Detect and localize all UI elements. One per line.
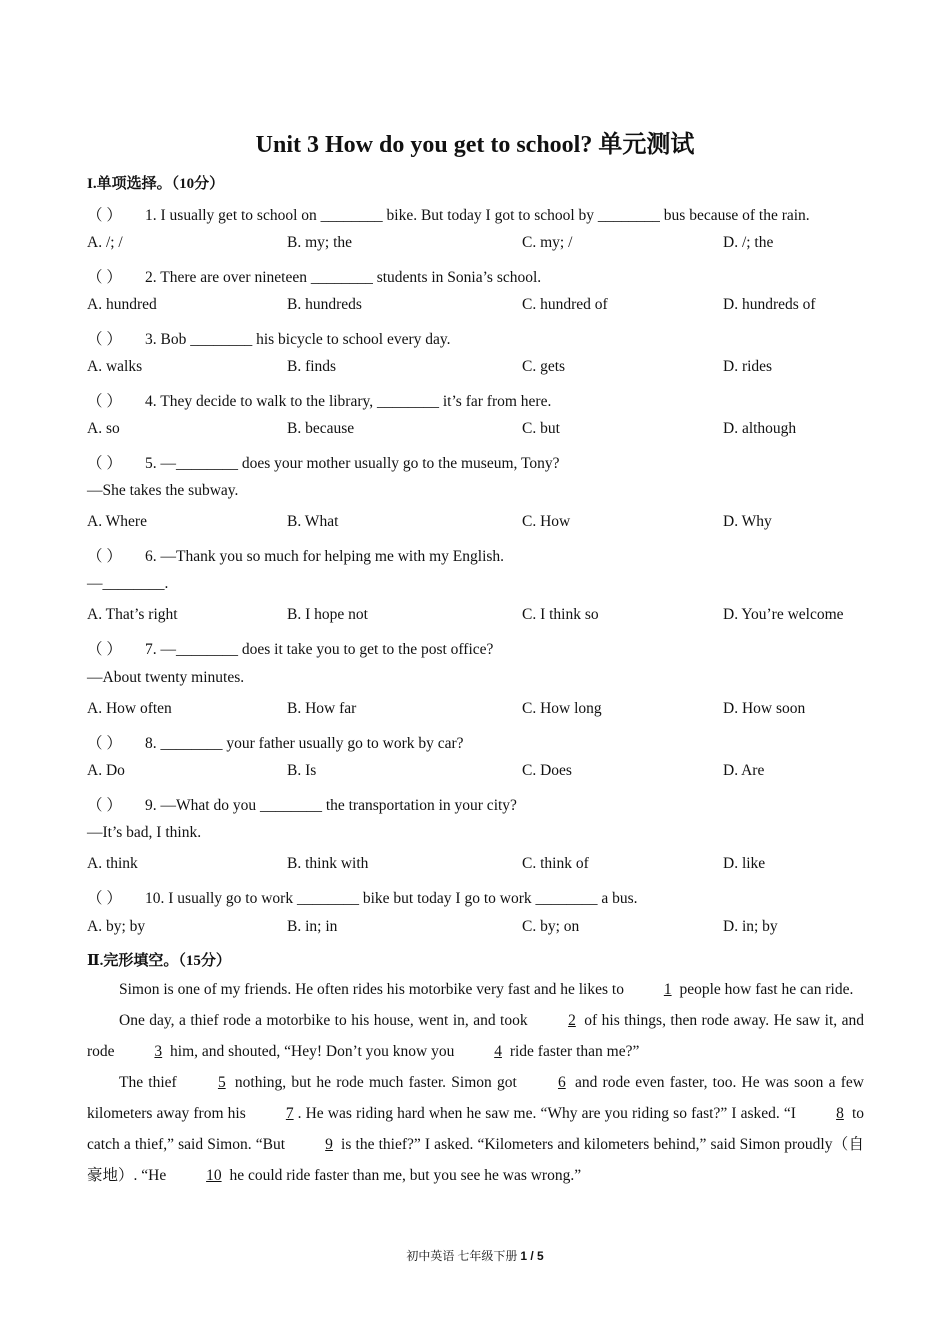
option-d: D. /; the	[723, 234, 774, 251]
options-4	[87, 420, 877, 442]
passage-text: The thief	[119, 1074, 182, 1091]
cloze-blank-2: 2	[568, 1012, 576, 1029]
passage-text: people how fast he can ride.	[675, 981, 854, 998]
options-8	[87, 762, 877, 784]
question-2	[87, 265, 541, 287]
section-2-heading: Ⅱ.完形填空。（15分）	[87, 953, 231, 969]
answer-paren: （ ）	[87, 331, 122, 348]
options-6	[87, 606, 877, 628]
option-b: B. Is	[287, 762, 317, 779]
cloze-blank-4: 4	[494, 1043, 502, 1060]
option-d: D. Are	[723, 762, 765, 779]
cloze-blank-7: 7	[285, 1105, 294, 1122]
cloze-passage	[87, 974, 864, 1191]
options-10	[87, 918, 877, 940]
option-c: C. How	[522, 513, 571, 530]
option-a: A. How often	[87, 700, 172, 717]
footer-course: 初中英语 七年级下册	[406, 1249, 521, 1263]
page-number: 1 / 5	[520, 1249, 544, 1263]
option-c: C. Does	[522, 762, 572, 779]
option-b: B. in; in	[287, 918, 338, 935]
option-b: B. I hope not	[287, 606, 368, 623]
cloze-blank-9: 9	[325, 1136, 333, 1153]
reply-5: —She takes the subway.	[87, 482, 239, 499]
cloze-blank-1: 1	[663, 981, 672, 998]
page-footer	[0, 1247, 950, 1264]
answer-paren: （ ）	[87, 548, 122, 565]
passage-text: he could ride faster than me, but you see he was wrong.”	[225, 1167, 582, 1184]
option-c: C. my; /	[522, 234, 573, 251]
option-a: A. so	[87, 420, 120, 437]
option-a: A. by; by	[87, 918, 146, 935]
option-a: A. Where	[87, 513, 147, 530]
question-7	[87, 637, 493, 659]
passage-text: is the thief?” I asked. “Kilometers and kilometers behind,” said Simon proudly（自豪地）. “He	[87, 1136, 864, 1184]
question-text: 10. I usually go to work ________ bike but today I go to work ________ a bus.	[145, 890, 638, 907]
option-b: B. because	[287, 420, 355, 437]
passage-text: him, and shouted, “Hey! Don’t you know you	[166, 1043, 459, 1060]
question-text: 6. —Thank you so much for helping me with my English.	[145, 548, 505, 565]
answer-paren: （ ）	[87, 735, 122, 752]
question-4	[87, 389, 551, 411]
option-b: B. my; the	[287, 234, 353, 251]
options-3	[87, 358, 877, 380]
option-b: B. What	[287, 513, 339, 530]
options-7	[87, 700, 877, 722]
cloze-paragraph-1	[87, 974, 864, 1005]
options-5	[87, 513, 877, 535]
reply-6: —________.	[87, 575, 169, 592]
passage-text: nothing, but he rode much faster. Simon got	[229, 1074, 522, 1091]
question-text: 9. —What do you ________ the transportation in your city?	[145, 797, 517, 814]
option-a: A. Do	[87, 762, 125, 779]
options-2	[87, 296, 877, 318]
answer-paren: （ ）	[87, 393, 122, 410]
question-8	[87, 731, 464, 753]
question-text: 2. There are over nineteen ________ students in Sonia’s school.	[145, 269, 542, 286]
reply-7: —About twenty minutes.	[87, 669, 245, 686]
option-c: C. think of	[522, 855, 589, 872]
question-text: 5. —________ does your mother usually go to the museum, Tony?	[145, 455, 560, 472]
option-b: B. finds	[287, 358, 337, 375]
option-c: C. but	[522, 420, 560, 437]
answer-paren: （ ）	[87, 455, 122, 472]
option-d: D. How soon	[723, 700, 806, 717]
answer-paren: （ ）	[87, 641, 122, 658]
option-b: B. How far	[287, 700, 357, 717]
option-c: C. gets	[522, 358, 566, 375]
reply-9: —It’s bad, I think.	[87, 824, 202, 841]
option-a: A. /; /	[87, 234, 123, 251]
options-9	[87, 855, 877, 877]
option-a: A. think	[87, 855, 138, 872]
options-1	[87, 234, 877, 256]
answer-paren: （ ）	[87, 797, 122, 814]
option-d: D. hundreds of	[723, 296, 816, 313]
question-text: 1. I usually get to school on ________ bike. But today I got to school by ________ bus because of the rain.	[145, 207, 810, 224]
answer-paren: （ ）	[87, 890, 122, 907]
option-c: C. by; on	[522, 918, 580, 935]
cloze-paragraph-3	[87, 1067, 864, 1191]
cloze-blank-10: 10	[206, 1167, 222, 1184]
passage-text: ride faster than me?”	[505, 1043, 640, 1060]
passage-text: . He was riding hard when he saw me. “Why are you riding so fast?” I asked. “I	[297, 1105, 801, 1122]
question-text: 4. They decide to walk to the library, ________ it’s far from here.	[145, 393, 552, 410]
option-c: C. hundred of	[522, 296, 608, 313]
option-b: B. think with	[287, 855, 369, 872]
option-a: A. walks	[87, 358, 143, 375]
question-3	[87, 327, 451, 349]
page-title: Unit 3 How do you get to school? 单元测试	[255, 132, 695, 158]
option-d: D. although	[723, 420, 797, 437]
cloze-blank-8: 8	[836, 1105, 844, 1122]
passage-text: and rode even faster, too. He was soon a few kilometers away from his	[87, 1074, 864, 1122]
passage-text: of his things, then rode away. He saw it, and rode	[87, 1012, 864, 1060]
option-d: D. in; by	[723, 918, 778, 935]
option-d: D. rides	[723, 358, 773, 375]
answer-paren: （ ）	[87, 207, 122, 224]
option-c: C. How long	[522, 700, 602, 717]
option-d: D. Why	[723, 513, 772, 530]
question-6	[87, 544, 504, 566]
option-d: D. like	[723, 855, 766, 872]
cloze-blank-3: 3	[154, 1043, 163, 1060]
passage-text: Simon is one of my friends. He often rides his motorbike very fast and he likes to	[119, 981, 628, 998]
section-1-heading: I.单项选择。（10分）	[87, 176, 225, 192]
question-text: 3. Bob ________ his bicycle to school every day.	[145, 331, 451, 348]
option-b: B. hundreds	[287, 296, 362, 313]
passage-text: to catch a thief,” said Simon. “But	[87, 1105, 865, 1153]
option-c: C. I think so	[522, 606, 599, 623]
question-5	[87, 451, 560, 473]
option-d: D. You’re welcome	[723, 606, 844, 623]
option-a: A. That’s right	[87, 606, 178, 623]
passage-text: One day, a thief rode a motorbike to his house, went in, and took	[119, 1012, 533, 1029]
cloze-blank-5: 5	[217, 1074, 226, 1091]
cloze-paragraph-2	[87, 1005, 864, 1067]
question-text: 8. ________ your father usually go to work by car?	[145, 735, 464, 752]
answer-paren: （ ）	[87, 269, 122, 286]
question-text: 7. —________ does it take you to get to the post office?	[145, 641, 494, 658]
question-1	[87, 203, 810, 225]
cloze-blank-6: 6	[557, 1074, 566, 1091]
question-9	[87, 793, 517, 815]
option-a: A. hundred	[87, 296, 157, 313]
question-10	[87, 886, 638, 908]
